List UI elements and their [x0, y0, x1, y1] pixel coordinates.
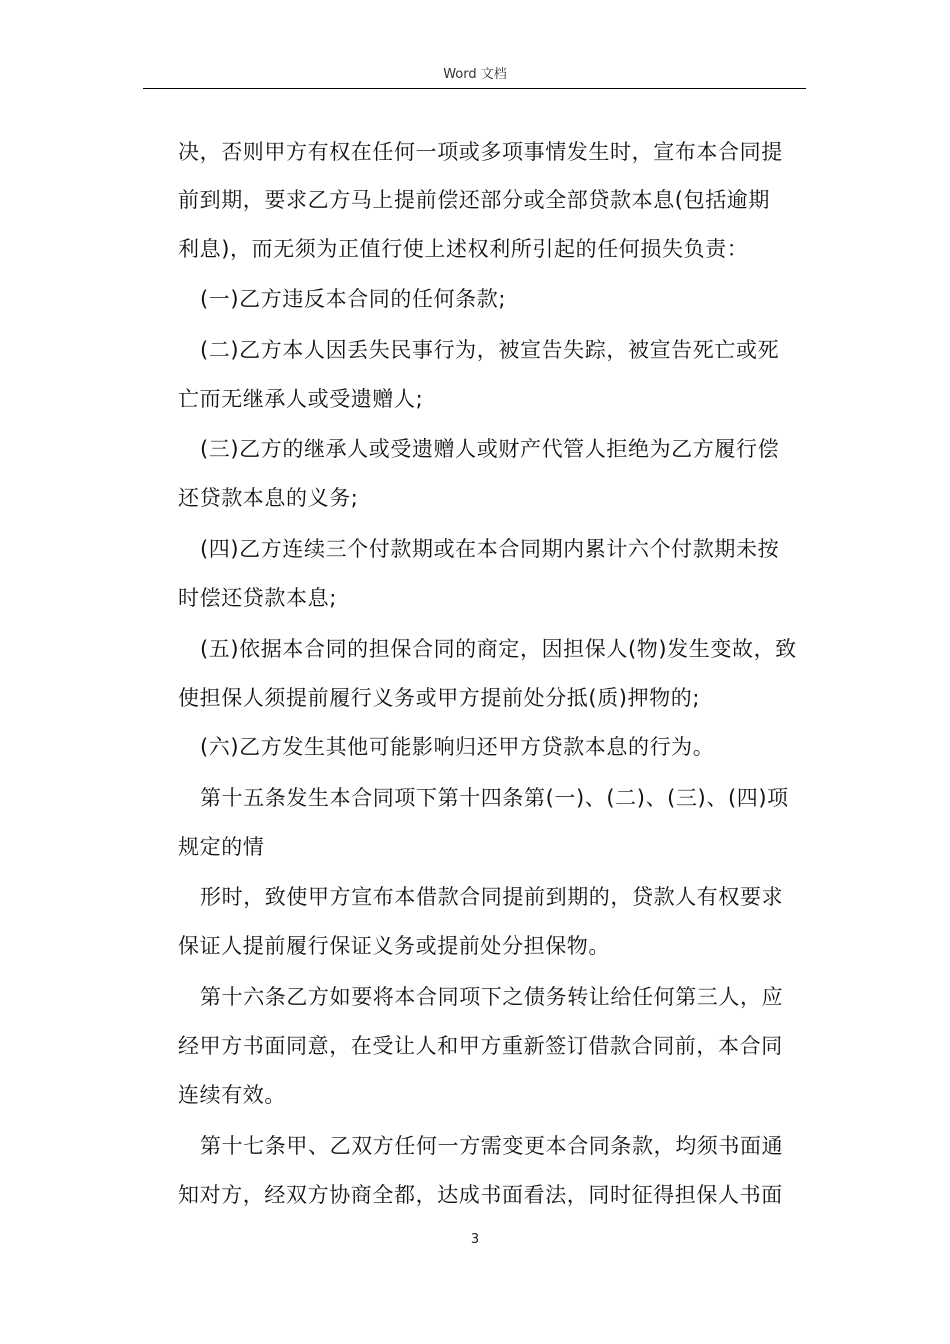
- text-line: (三)乙方的继承人或受遗赠人或财产代管人拒绝为乙方履行偿: [200, 437, 780, 461]
- text-line: 亡而无继承人或受遗赠人;: [178, 387, 424, 411]
- text-line: 连续有效。: [178, 1083, 286, 1107]
- text-line: (六)乙方发生其他可能影响归还甲方贷款本息的行为。: [200, 735, 715, 759]
- text-line: 还贷款本息的义务;: [178, 486, 359, 510]
- text-line: (四)乙方连续三个付款期或在本合同期内累计六个付款期未按: [200, 537, 780, 561]
- page-number: 3: [470, 1232, 480, 1247]
- text-line: 第十七条甲、乙双方任何一方需变更本合同条款，均须书面通: [200, 1134, 784, 1158]
- text-line: 知对方，经双方协商全都，达成书面看法，同时征得担保人书面: [178, 1183, 783, 1207]
- text-line: 第十五条发生本合同项下第十四条第(一)、(二)、(三)、(四)项: [200, 786, 789, 810]
- text-line: 使担保人须提前履行义务或甲方提前处分抵(质)押物的;: [178, 686, 701, 710]
- text-line: (一)乙方违反本合同的任何条款;: [200, 287, 507, 311]
- text-line: 决，否则甲方有权在任何一项或多项事情发生时，宣布本合同提: [178, 140, 783, 164]
- text-line: 经甲方书面同意，在受让人和甲方重新签订借款合同前，本合同: [178, 1034, 783, 1058]
- text-line: 利息)，而无须为正值行使上述权利所引起的任何损失负责：: [178, 237, 749, 261]
- text-line: 时偿还贷款本息;: [178, 586, 337, 610]
- text-line: (五)依据本合同的担保合同的商定，因担保人(物)发生变故，致: [200, 637, 797, 661]
- text-line: 前到期，要求乙方马上提前偿还部分或全部贷款本息(包括逾期: [178, 188, 770, 212]
- text-line: (二)乙方本人因丢失民事行为，被宣告失踪，被宣告死亡或死: [200, 338, 780, 362]
- header-divider: [143, 88, 806, 89]
- page-header-title: Word 文档: [443, 67, 507, 82]
- text-line: 保证人提前履行保证义务或提前处分担保物。: [178, 934, 610, 958]
- text-line: 第十六条乙方如要将本合同项下之债务转让给任何第三人，应: [200, 985, 784, 1009]
- text-line: 形时，致使甲方宣布本借款合同提前到期的，贷款人有权要求: [200, 885, 784, 909]
- text-line: 规定的情: [178, 835, 265, 859]
